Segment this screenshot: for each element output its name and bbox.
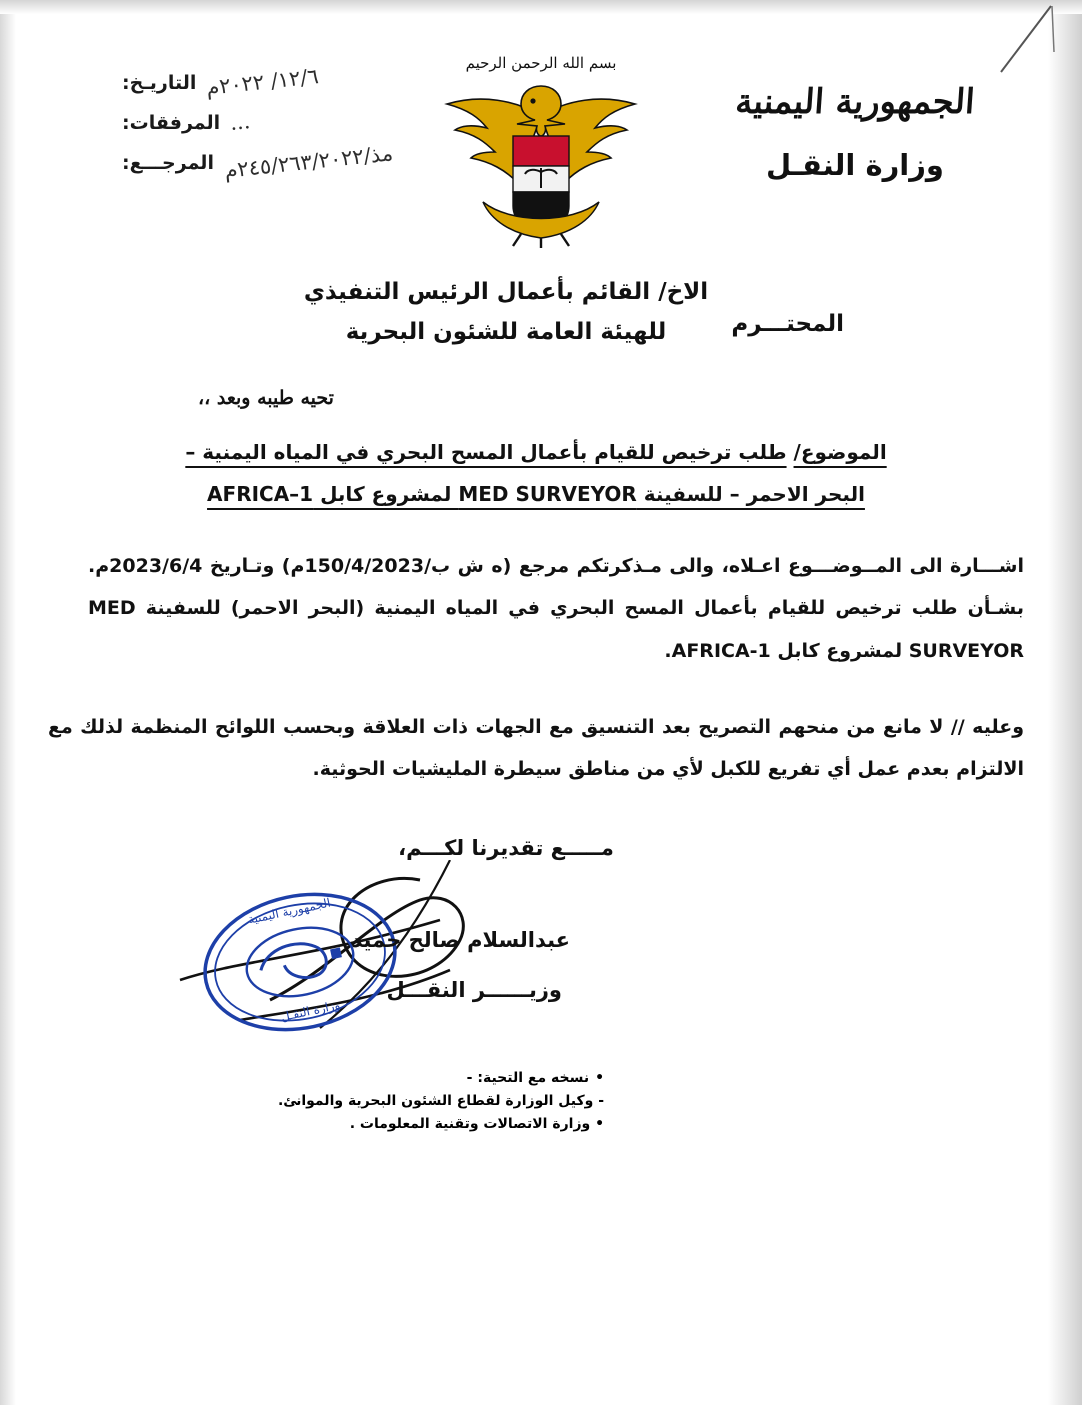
cc-title: • نسخه مع التحية: - xyxy=(278,1070,604,1086)
date-label: التاريـخ: xyxy=(122,72,197,94)
closing-line: مـــــع تقديرنا لكـــم، xyxy=(398,836,614,861)
official-round-stamp-icon xyxy=(190,880,410,1045)
reference-value: مذ/٢٤٥/٢٦٣/٢٠٢٢م xyxy=(223,141,395,183)
subject-prefix: الموضوع/ xyxy=(793,439,887,464)
subject-block xyxy=(48,431,1024,515)
addressee-line-2: للهيئة العامة للشئون البحرية xyxy=(345,319,667,346)
national-emblem-block xyxy=(416,54,666,253)
cc-item-1: - وكيل الوزارة لقطاع الشئون البحرية والموانئ. xyxy=(277,1093,605,1109)
basmala-text: بسم الله الرحمن الرحيم xyxy=(465,54,617,72)
signature-block xyxy=(120,880,590,1100)
reference-label: المرجـــع: xyxy=(122,152,214,174)
subject-text-2: البحر الاحمر – للسفينة MED SURVEYOR لمشروع كابل AFRICA–1 xyxy=(207,481,865,506)
signer-name: عبدالسلام صالح حميد xyxy=(351,928,570,952)
ministry-title: وزارة النقـل xyxy=(766,148,944,182)
document-header xyxy=(0,34,1082,264)
paragraph-1: اشـــارة الى المــوضـــوع اعـلاه، والى مـذكرتكم مرجع (ه ش ب/150/4/2023م) وتـاريخ 2023/6/4م. بشـأن طلب ترخيص للقيام بأعمال المسح البحري في المياه اليمنية (البحر الاحمر) للسفينة MED SURVEYOR لمشروع كابل AFRICA-1. xyxy=(88,554,1024,662)
svg-text:وزارة النقـل: وزارة النقـل xyxy=(279,997,342,1025)
carbon-copy-block xyxy=(0,1070,1082,1136)
yemen-eagle-emblem-icon xyxy=(421,74,661,249)
ministry-title-block xyxy=(690,82,1020,182)
attachments-label: المرفقات: xyxy=(122,112,221,134)
greeting-line: تحيه طيبه وبعد ،، xyxy=(198,386,334,409)
republic-title: الجمهورية اليمنية xyxy=(734,82,976,122)
carbon-copy-list xyxy=(278,1070,604,1136)
document-body xyxy=(48,272,1024,860)
svg-text:الجمهورية اليمنية: الجمهورية اليمنية xyxy=(246,895,332,927)
scan-shadow-top xyxy=(0,0,1082,14)
respect-word: المحتـــرم xyxy=(731,310,844,337)
signer-role: وزيــــــر النقـــل xyxy=(386,978,562,1002)
date-value: ١٢/٦/ ٢٠٢٢م xyxy=(205,64,321,100)
addressee-line-1: الاخ/ القائم بأعمال الرئيس التنفيذي xyxy=(303,279,709,305)
paragraph-2: وعليه // لا مانع من منحهم التصريح بعد التنسيق مع الجهات ذات العلاقة وبحسب اللوائح المنظمة لذلك مع الالتزام بعدم عمل أي تفريع للكبل لأي من مناطق سيطرة المليشيات الحوثية. xyxy=(48,715,1024,780)
subject-line-2 xyxy=(48,473,1024,515)
subject-text-1: طلب ترخيص للقيام بأعمال المسح البحري في المياه اليمنية – xyxy=(185,439,787,464)
cc-item-2: • وزارة الاتصالات وتقنية المعلومات . xyxy=(349,1116,605,1133)
handwritten-signature-icon xyxy=(120,860,590,1060)
attachments-value: ... xyxy=(228,109,252,135)
subject-line-1 xyxy=(48,431,1024,473)
